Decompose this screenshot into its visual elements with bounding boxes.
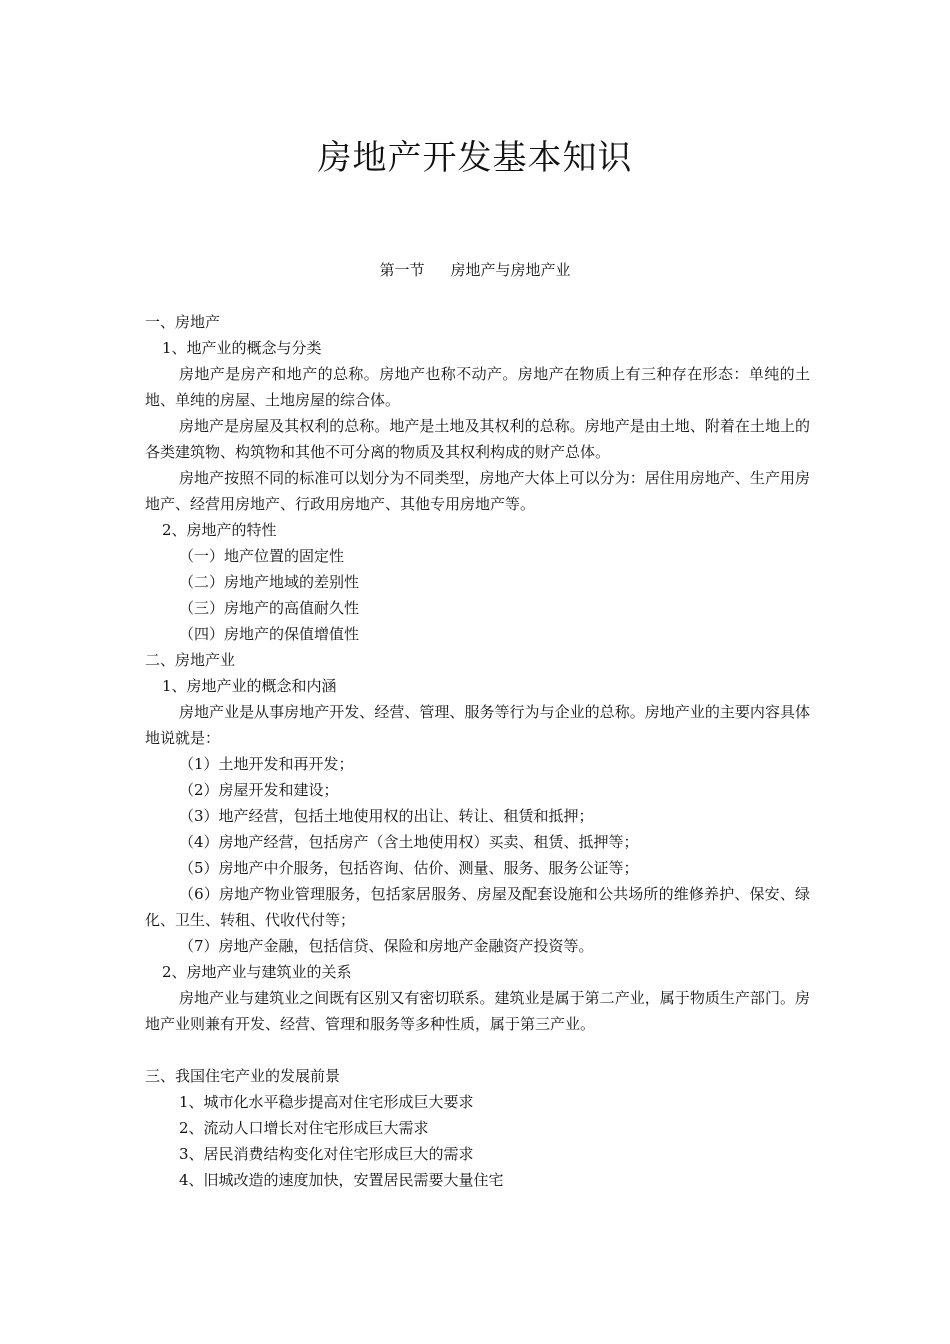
list-item: （2）房屋开发和建设； xyxy=(179,781,339,799)
list-item: （四）房地产的保值增值性 xyxy=(179,625,360,643)
list-item: （1）土地开发和再开发； xyxy=(179,755,354,773)
section-label: 第一节 xyxy=(379,261,425,279)
part1-sub1-heading: 1、地产业的概念与分类 xyxy=(162,339,322,357)
list-item: （一）地产位置的固定性 xyxy=(179,547,345,565)
document-body xyxy=(145,309,810,1193)
paragraph: 房地产按照不同的标准可以划分为不同类型，房地产大体上可以分为：居住用房地产、生产用房地产、经营用房地产、行政用房地产、其他专用房地产等。 xyxy=(145,469,810,513)
spacer xyxy=(145,1037,810,1063)
list-item: 2、流动人口增长对住宅形成巨大需求 xyxy=(179,1119,429,1137)
part2-heading: 二、房地产业 xyxy=(145,651,236,669)
list-item: （6）房地产物业管理服务，包括家居服务、房屋及配套设施和公共场所的维修养护、保安、绿化、卫生、转租、代收代付等； xyxy=(145,885,810,929)
paragraph: 房地产业与建筑业之间既有区别又有密切联系。建筑业是属于第二产业，属于物质生产部门。房地产业则兼有开发、经营、管理和服务等多种性质，属于第三产业。 xyxy=(145,989,810,1033)
part1-heading: 一、房地产 xyxy=(145,313,221,331)
section-name: 房地产与房地产业 xyxy=(450,261,571,279)
list-item: 1、城市化水平稳步提高对住宅形成巨大要求 xyxy=(179,1093,474,1111)
part2-sub1-heading: 1、房地产业的概念和内涵 xyxy=(162,677,337,695)
list-item: （二）房地产地域的差别性 xyxy=(179,573,360,591)
part3-heading: 三、我国住宅产业的发展前景 xyxy=(145,1067,341,1085)
list-item: （3）地产经营，包括土地使用权的出让、转让、租赁和抵押； xyxy=(179,807,594,825)
list-item: （三）房地产的高值耐久性 xyxy=(179,599,360,617)
part1-sub2-heading: 2、房地产的特性 xyxy=(162,521,277,539)
part2-sub2-heading: 2、房地产业与建筑业的关系 xyxy=(162,963,352,981)
list-item: （7）房地产金融，包括信贷、保险和房地产金融资产投资等。 xyxy=(179,937,594,955)
list-item: 3、居民消费结构变化对住宅形成巨大的需求 xyxy=(179,1145,474,1163)
paragraph: 房地产是房屋及其权利的总称。地产是土地及其权利的总称。房地产是由土地、附着在土地上的各类建筑物、构筑物和其他不可分离的物质及其权利构成的财产总体。 xyxy=(145,417,810,461)
paragraph: 房地产业是从事房地产开发、经营、管理、服务等行为与企业的总称。房地产业的主要内容具体地说就是： xyxy=(145,703,810,747)
document-title: 房地产开发基本知识 xyxy=(317,138,633,178)
paragraph: 房地产是房产和地产的总称。房地产也称不动产。房地产在物质上有三种存在形态：单纯的土地、单纯的房屋、土地房屋的综合体。 xyxy=(145,365,810,409)
list-item: （4）房地产经营，包括房产（含土地使用权）买卖、租赁、抵押等； xyxy=(179,833,639,851)
list-item: （5）房地产中介服务，包括咨询、估价、测量、服务、服务公证等； xyxy=(179,859,639,877)
list-item: 4、旧城改造的速度加快，安置居民需要大量住宅 xyxy=(179,1171,504,1189)
section-heading xyxy=(0,258,950,282)
